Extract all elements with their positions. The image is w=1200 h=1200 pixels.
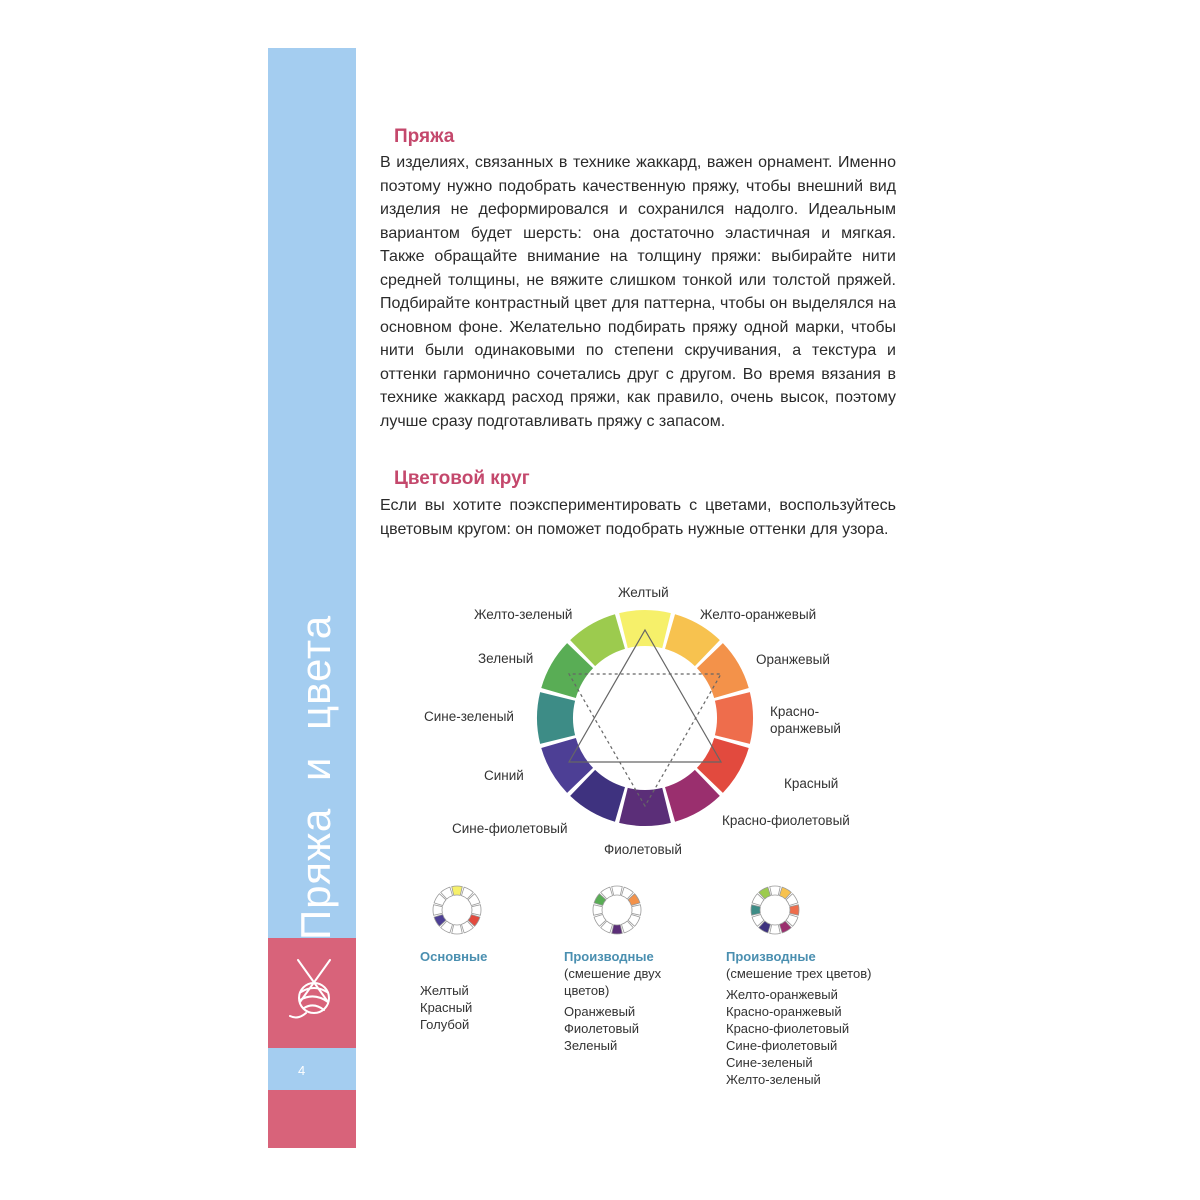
- list-item: Красный: [420, 1000, 473, 1015]
- list-item: Желто-зеленый: [726, 1072, 821, 1087]
- wheel-label-yellow-orange: Желто-оранжевый: [700, 607, 817, 622]
- legend-secondary-title: Производные: [564, 949, 654, 964]
- mini-segment-violet: [452, 925, 463, 934]
- page-number-band: [268, 1048, 356, 1090]
- list-item: Голубой: [420, 1017, 470, 1032]
- mini-wheel-primary: [430, 883, 484, 937]
- legend-secondary-list: [564, 1003, 639, 1054]
- list-item: Сине-фиолетовый: [726, 1038, 838, 1053]
- mini-segment-yellow: [770, 886, 781, 895]
- color-wheel-paragraph: Если вы хотите поэкспериментировать с цветами, воспользуйтесь цветовым кругом: он поможет подобрать нужные оттенки для узора.: [380, 497, 896, 538]
- legend-secondary-subtitle-1: (смешение двух: [564, 966, 662, 981]
- mini-segment-violet: [612, 925, 623, 934]
- wheel-segment-red-orange: [715, 692, 753, 744]
- mini-segment-red-orange: [632, 905, 641, 916]
- mini-segment-blue-green: [593, 905, 602, 916]
- list-item: Сине-зеленый: [726, 1055, 813, 1070]
- mini-segment-yellow: [612, 886, 623, 895]
- section-heading-color-wheel: Цветовой круг: [394, 468, 530, 489]
- wheel-label-blue-green: Сине-зеленый: [424, 709, 514, 724]
- mini-segment-yellow: [452, 886, 463, 895]
- wheel-label-red-orange-2: оранжевый: [770, 721, 841, 736]
- wheel-label-red: Красный: [784, 776, 839, 791]
- page-number: 4: [298, 1063, 306, 1078]
- mini-wheel-tertiary: [748, 883, 802, 937]
- legend-tertiary-subtitle: (смешение трех цветов): [726, 966, 872, 981]
- legend-tertiary-title: Производные: [726, 949, 816, 964]
- yarn-ball-icon: [284, 954, 344, 1024]
- wheel-label-orange: Оранжевый: [756, 652, 830, 667]
- wheel-label-yellow: Желтый: [618, 585, 669, 600]
- wheel-label-green: Зеленый: [478, 651, 534, 666]
- list-item: Красно-фиолетовый: [726, 1021, 850, 1036]
- mini-segment-red-orange: [472, 905, 481, 916]
- section-heading-yarn: Пряжа: [394, 126, 455, 147]
- list-item: Красно-оранжевый: [726, 1004, 842, 1019]
- mini-segment-blue-green: [433, 905, 442, 916]
- list-item: Желто-оранжевый: [726, 987, 838, 1002]
- chapter-title: Пряжа и цвета: [292, 614, 339, 940]
- list-item: Оранжевый: [564, 1004, 636, 1019]
- mini-segment-blue-green: [751, 905, 760, 916]
- wheel-label-yellow-green: Желто-зеленый: [474, 607, 573, 622]
- wheel-label-red-violet: Красно-фиолетовый: [722, 813, 850, 828]
- wheel-segment-blue-green: [537, 692, 575, 744]
- legend-primary-title: Основные: [420, 949, 488, 964]
- list-item: Фиолетовый: [564, 1021, 640, 1036]
- wheel-label-blue-violet: Сине-фиолетовый: [452, 821, 568, 836]
- list-item: Желтый: [420, 983, 469, 998]
- legend-tertiary-list: [726, 986, 849, 1088]
- wheel-label-red-orange-1: Красно-: [770, 704, 820, 719]
- wheel-label-violet: Фиолетовый: [604, 842, 682, 857]
- mini-wheel-secondary: [590, 883, 644, 937]
- mini-segment-violet: [770, 925, 781, 934]
- legend-primary-list: [420, 982, 472, 1033]
- wheel-label-blue: Синий: [484, 768, 524, 783]
- mini-segment-red-orange: [790, 905, 799, 916]
- legend-secondary-subtitle-2: цветов): [564, 983, 610, 998]
- yarn-paragraph: В изделиях, связанных в технике жаккард, важен орнамент. Именно поэтому нужно подобрать качественную пряжу, чтобы внешний вид изделия не деформировался и сохранился надолго. Идеальным вариантом будет шерсть: она достаточно эластичная и мягкая. Также обращайте внимание на толщину пряжи: выбирайте нити средней толщины, не вяжите слишком тонкой или толстой пряжей. Подбирайте контрастный цвет для паттерна, чтобы он выделялся на основном фоне. Желательно подбирать пряжу одной марки, чтобы нити были одинаковыми по степени скручивания, а текстура и оттенки гармонично сочетались друг с другом. Во время вязания в технике жаккард расход пряжи, как правило, очень высок, поэтому лучше сразу подготавливать пряжу с запасом.: [380, 154, 896, 430]
- list-item: Зеленый: [564, 1038, 618, 1053]
